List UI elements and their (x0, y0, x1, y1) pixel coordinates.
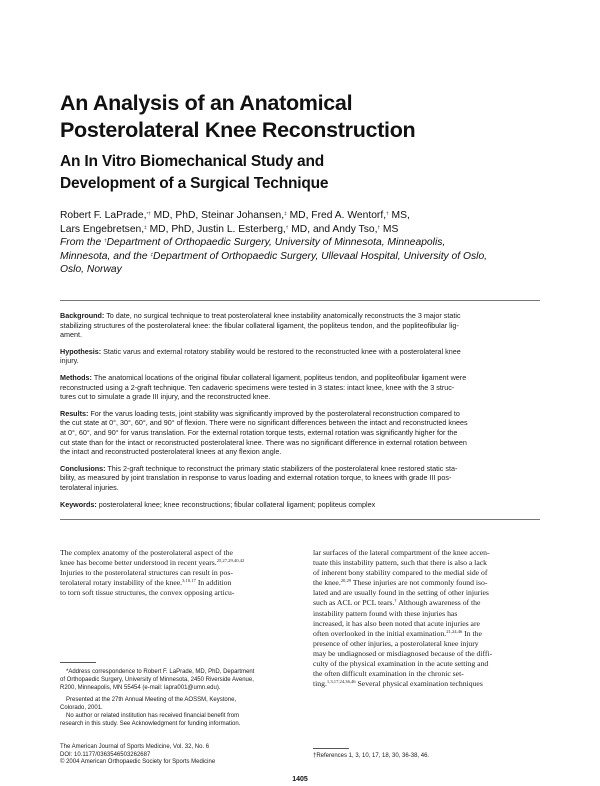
body-line: lar surfaces of the lateral compartment of the knee accen- (313, 548, 490, 557)
abstract-background: Background: To date, no surgical technique to treat posterolateral knee instability anatomically reconstructs the 3 major static stabilizing structures of the posterolateral knee: the fibular collateral ligament, the popliteus tendon, and the popliteofibular lig- ament. (60, 311, 461, 340)
journal-line: © 2004 American Orthopaedic Society for Sports Medicine (60, 759, 216, 766)
affiliation-line: Oslo, Norway (60, 264, 122, 276)
abstract-bottom-rule (60, 519, 540, 520)
article-subtitle-line: An In Vitro Biomechanical Study and (60, 153, 325, 170)
body-line: the often difficult examination in the chronic set- (313, 669, 464, 679)
abstract-label: Results: (60, 408, 89, 418)
body-line: terolateral rotary instability of the knee.$^{3,10,17}$ In addition (60, 578, 232, 588)
body-line: the knee.$^{20,29}$ These injuries are not commonly found iso- (313, 578, 488, 588)
citation: 3,10,17 (182, 578, 196, 584)
article-subtitle-line: Development of a Surgical Technique (60, 175, 329, 192)
footnote-line: research in this study. See Acknowledgment for funding information. (60, 721, 241, 728)
abstract-hypothesis: Hypothesis: Static varus and external rotatory stability would be restored to the reconstructed knee with a posterolateral knee injury. (60, 346, 461, 366)
abstract-label: Keywords: (60, 499, 97, 509)
author-line: Robert F. LaPrade,*† MD, PhD, Steinar Johansen,‡ MD, Fred A. Wentorf,† MS, (60, 210, 410, 221)
citation: † (394, 598, 397, 604)
citation: 1,3,17,24,36,46 (326, 679, 356, 685)
footnotes (60, 668, 292, 728)
body-line: to torn soft tissue structures, the convex opposing articu- (60, 588, 235, 598)
footnote-rule (313, 748, 349, 749)
journal-info (60, 744, 300, 767)
abstract-top-rule (60, 300, 540, 301)
abstract-label: Background: (60, 311, 105, 320)
abstract-methods: Methods: The anatomical locations of the original fibular collateral ligament, popliteus tendon, and popliteofibular ligament were reconstructed using a 2-graft technique. Ten cadaveric specimens were tested in 3 states: intact knee, knee with the 3 struc- tures cut to simulate a grade III injury, and the reconstructed knee. (60, 372, 467, 402)
author-line: Lars Engebretsen,‡ MD, PhD, Justin L. Esterberg,† MD, and Andy Tso,† MS (60, 223, 399, 235)
citation: 20,29 (340, 578, 352, 584)
body-column-right (313, 548, 545, 689)
article-title-line: An Analysis of an Anatomical (60, 91, 353, 115)
abstract (60, 311, 540, 516)
body-line: may be undiagnosed or misdiagnosed because of the diffi- (313, 648, 493, 658)
body-line: ting.$^{1,3,17,24,36,46}$ Several physical examination techniques (313, 679, 483, 689)
footnote-line: *Address correspondence to Robert F. LaPrade, MD, PhD, Department (66, 669, 255, 675)
body-line: instability pattern found with these injuries has (313, 608, 458, 618)
body-line: of inherent bony stability compared to the medial side of (313, 568, 488, 578)
body-line: presence of other injuries, a posterolateral knee injury (313, 638, 479, 648)
article-title (60, 90, 540, 144)
page-number: 1405 (292, 776, 308, 783)
footnote-line: Colorado, 2001. (60, 704, 103, 711)
journal-line: DOI: 10.1177/0363546503262687 (60, 751, 151, 758)
footnote-line: No author or related institution has received financial benefit from (66, 713, 240, 720)
abstract-label: Conclusions: (60, 463, 106, 473)
footnote-line: R200, Minneapolis, MN 55454 (e-mail: lapra001@umn.edu). (60, 685, 221, 692)
body-line: tuate this instability pattern, such that there is also a lack (313, 558, 487, 568)
body-line: often overlooked in the initial examination.$^{21,24,46}$ In the (313, 628, 482, 638)
affiliation-line: Minnesota, and the ‡Department of Orthopaedic Surgery, Ullevaal Hospital, University of Oslo, (60, 250, 488, 262)
body-line: The complex anatomy of the posterolateral aspect of the (60, 548, 233, 557)
body-line: such as ACL or PCL tears.† Although awareness of the (313, 598, 481, 608)
references-footnote: †References 1, 3, 10, 17, 18, 30, 36-38, 46. (313, 753, 430, 759)
author-block (60, 209, 550, 277)
abstract-conclusions: Conclusions: This 2-graft technique to reconstruct the primary static stabilizers of the posterolateral knee restored static sta- bility, as measured by joint translation in response to varus loading and external rotation torque, to knees with grade III pos- terolateral injuries. (60, 463, 458, 492)
abstract-results: Results: For the varus loading tests, joint stability was significantly improved by the posterolateral reconstruction compared to the cut state at 0°, 30°, 60°, and 90° of flexion. There were no significant differences between the intact and reconstructed knees at 0°, 60°, and 90° for varus translation. For the external rotation torque tests, external rotation was significantly higher for the cut state than for the intact or reconstructed posterolateral knee. There was no significant difference in external rotation between the intact and reconstructed posterolateral knees at any flexion angle. (60, 408, 468, 457)
journal-line: The American Journal of Sports Medicine, Vol. 32, No. 6 (60, 744, 210, 750)
body-line: Injuries to the posterolateral structures can result in pos- (60, 568, 233, 578)
article-subtitle (60, 151, 540, 195)
body-line: knee has become better understood in recent years.$^{25,27,29,40,42}$ (60, 558, 245, 568)
citation: 25,27,29,40,42 (216, 558, 245, 564)
body-column-left (60, 548, 292, 598)
footnote-line: of Orthopaedic Surgery, University of Minnesota, 2450 Riverside Avenue, (60, 677, 254, 684)
body-line: increased, it has also been noted that acute injuries are (313, 618, 480, 628)
abstract-keywords: Keywords: posterolateral knee; knee reconstructions; fibular collateral ligament; popliteus complex (60, 499, 376, 509)
abstract-label: Hypothesis: (60, 346, 102, 356)
article-title-line: Posterolateral Knee Reconstruction (60, 118, 416, 142)
citation: 21,24,46 (446, 628, 463, 634)
affiliation-line: From the †Department of Orthopaedic Surgery, University of Minnesota, Minneapolis, (60, 237, 446, 249)
abstract-label: Methods: (60, 372, 92, 382)
footnote-rule (60, 662, 96, 663)
body-line: culty of the physical examination in the acute setting and (313, 659, 489, 669)
body-line: lated and are usually found in the setting of other injuries (313, 588, 489, 598)
footnote-line: Presented at the 27th Annual Meeting of the AOSSM, Keystone, (66, 696, 237, 703)
